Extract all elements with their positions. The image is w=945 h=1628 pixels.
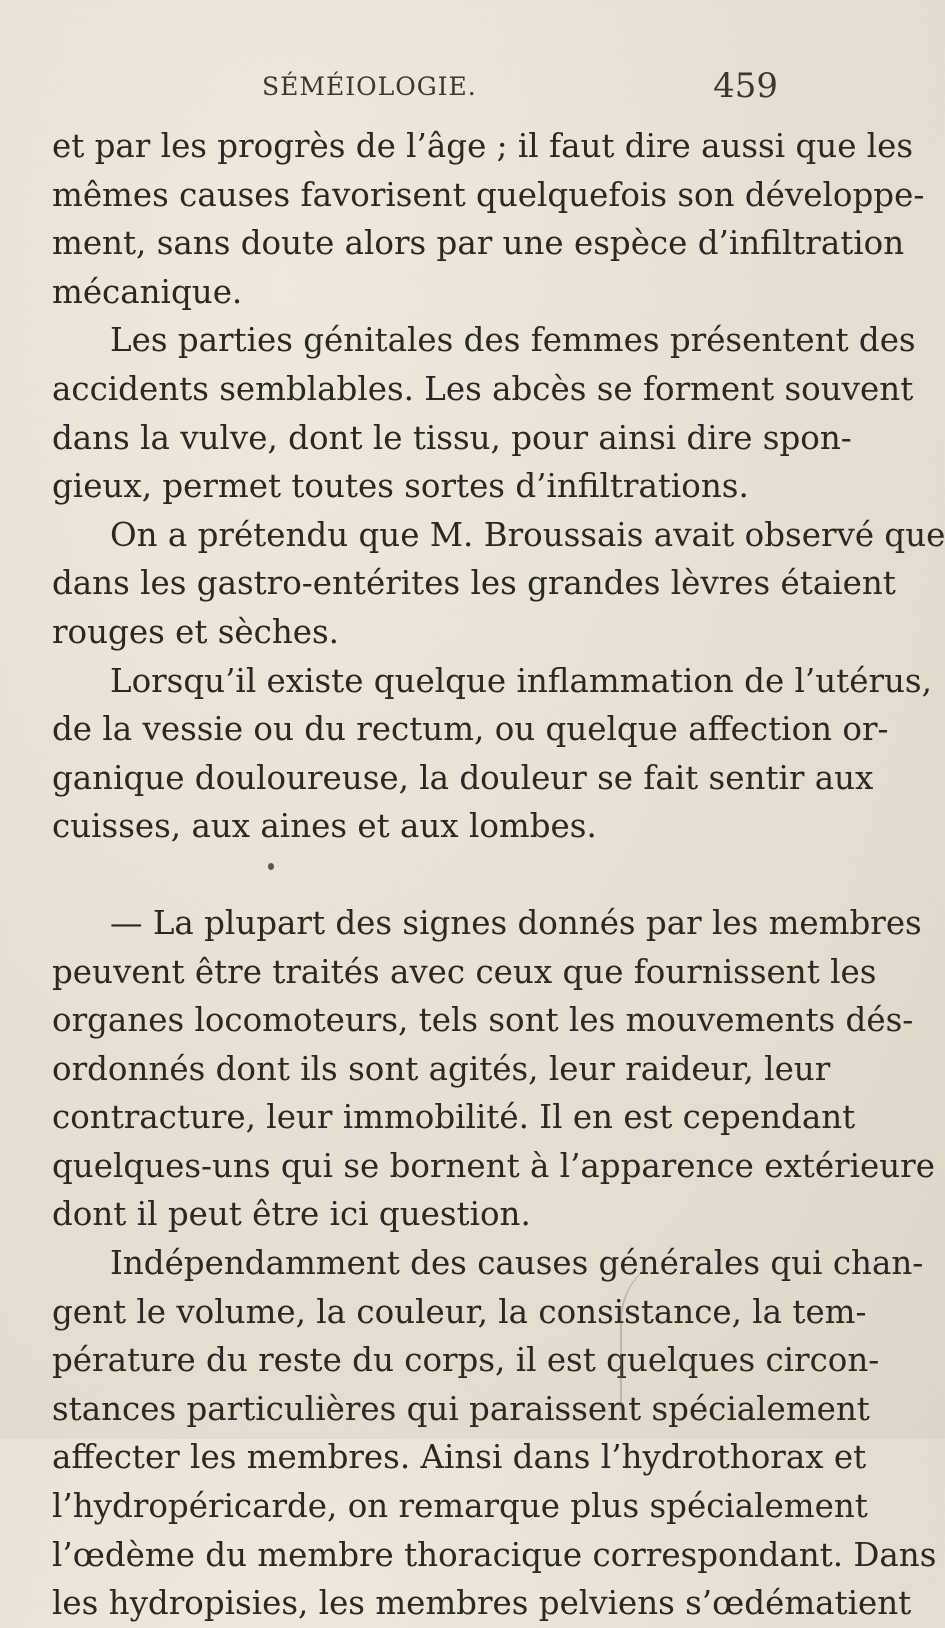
page-bleed-mark <box>620 1262 742 1412</box>
text-line: dans la vulve, dont le tissu, pour ainsi dire spon- <box>52 418 852 457</box>
text-line: stances particulières qui paraissent spécialement <box>52 1389 870 1428</box>
text-line: ment, sans doute alors par une espèce d’infiltration <box>52 224 905 263</box>
text-line: Lorsqu’il existe quelque inflammation de l’utérus, <box>110 661 932 700</box>
text-line: Les parties génitales des femmes présentent des <box>110 321 916 360</box>
text-line: peuvent être traités avec ceux que fournissent les <box>52 952 877 991</box>
text-line: organes locomoteurs, tels sont les mouvements dés- <box>52 1001 914 1040</box>
text-line: les hydropisies, les membres pelviens s’œdématient <box>52 1584 912 1623</box>
paragraph <box>52 657 932 851</box>
text-line: de la vessie ou du rectum, ou quelque affection or- <box>52 710 889 749</box>
text-line: accidents semblables. Les abcès se forment souvent <box>52 369 914 408</box>
text-line: et par les progrès de l’âge ; il faut dire aussi que les <box>52 127 914 165</box>
running-head: SÉMÉIOLOGIE. <box>262 72 477 101</box>
paragraph <box>52 316 916 510</box>
page-number: 459 <box>713 66 778 106</box>
text-line: gent le volume, la couleur, la consistance, la tem- <box>52 1292 867 1331</box>
text-line: mêmes causes favorisent quelquefois son développe- <box>52 175 925 214</box>
paragraph <box>52 899 935 1239</box>
text-line: pérature du reste du corps, il est quelques circon- <box>52 1341 880 1380</box>
text-line: quelques-uns qui se bornent à l’apparence extérieure <box>52 1146 935 1185</box>
text-line: contracture, leur immobilité. Il en est cependant <box>52 1098 856 1137</box>
text-line: cuisses, aux aines et aux lombes. <box>52 807 597 846</box>
ink-dot <box>268 863 274 870</box>
text-line: ganique douloureuse, la douleur se fait sentir aux <box>52 758 874 797</box>
paragraph <box>52 511 945 657</box>
text-line: dont il peut être ici question. <box>52 1195 531 1234</box>
text-line: mécanique. <box>52 272 243 311</box>
section-gap <box>52 851 778 899</box>
text-line: On a prétendu que M. Broussais avait observé que <box>110 515 945 554</box>
text-line: rouges et sèches. <box>52 612 339 651</box>
text-line: affecter les membres. Ainsi dans l’hydrothorax et <box>52 1438 867 1477</box>
page-header <box>52 66 778 122</box>
paragraph <box>52 122 925 316</box>
text-line: — La plupart des signes donnés par les membres <box>110 903 922 942</box>
text-line: Indépendamment des causes générales qui chan- <box>110 1244 924 1283</box>
text-line: gieux, permet toutes sortes d’infiltrations. <box>52 467 749 506</box>
text-line: l’œdème du membre thoracique correspondant. Dans <box>52 1535 937 1574</box>
text-line: dans les gastro-entérites les grandes lèvres étaient <box>52 564 896 603</box>
text-line: ordonnés dont ils sont agités, leur raideur, leur <box>52 1049 831 1088</box>
text-line: l’hydropéricarde, on remarque plus spécialement <box>52 1487 868 1526</box>
